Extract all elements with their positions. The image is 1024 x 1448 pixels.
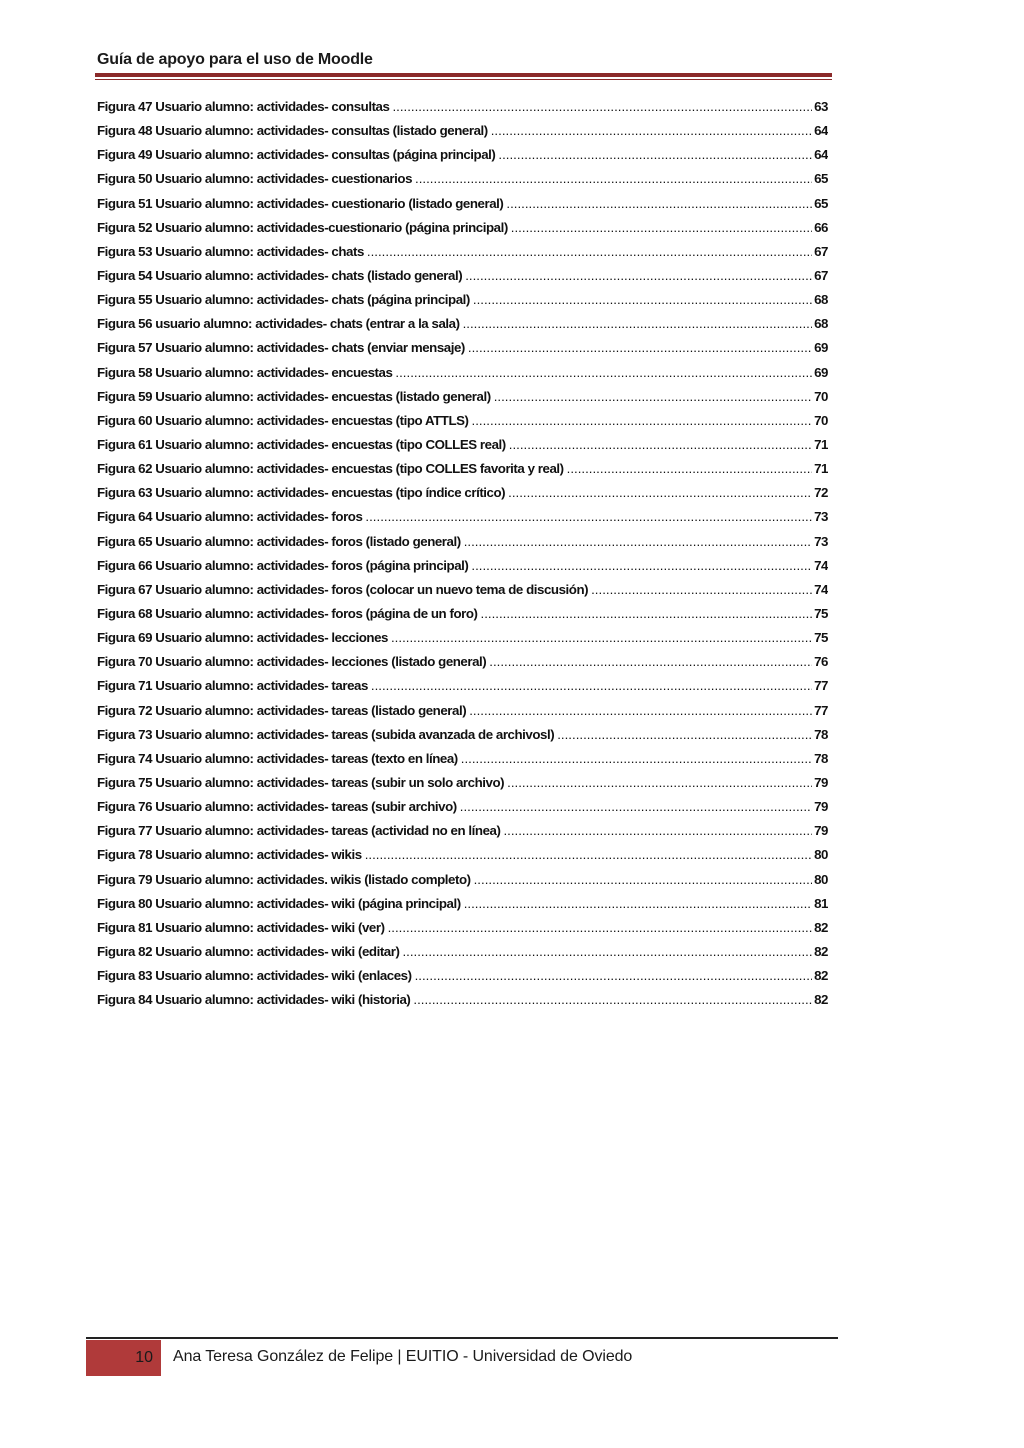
toc-entry-label: Figura 82 Usuario alumno: actividades- wiki (editar) xyxy=(97,943,400,959)
toc-entry[interactable] xyxy=(97,823,828,847)
footer-author-text: Ana Teresa González de Felipe | EUITIO - Universidad de Oviedo xyxy=(173,1348,633,1365)
toc-entry[interactable] xyxy=(97,413,828,437)
toc-entry[interactable] xyxy=(97,558,828,582)
toc-entry-page: 82 xyxy=(814,992,828,1008)
toc-entry-page: 82 xyxy=(814,968,828,984)
toc-dot-leader xyxy=(460,799,812,814)
toc-entry-label: Figura 72 Usuario alumno: actividades- tareas (listado general) xyxy=(97,702,467,718)
toc-dot-leader xyxy=(392,99,812,114)
toc-entry-label: Figura 47 Usuario alumno: actividades- consultas xyxy=(97,99,390,114)
toc-entry-page: 70 xyxy=(814,412,828,428)
toc-dot-leader xyxy=(491,123,812,138)
toc-entry-label: Figura 48 Usuario alumno: actividades- consultas (listado general) xyxy=(97,123,488,139)
toc-dot-leader xyxy=(464,534,812,549)
toc-entry[interactable] xyxy=(97,268,828,292)
toc-entry-label: Figura 83 Usuario alumno: actividades- wiki (enlaces) xyxy=(97,968,412,984)
toc-entry[interactable] xyxy=(97,751,828,775)
toc-entry[interactable] xyxy=(97,896,828,920)
toc-entry-label: Figura 80 Usuario alumno: actividades- wiki (página principal) xyxy=(97,895,461,911)
toc-entry-page: 64 xyxy=(814,147,828,163)
toc-dot-leader xyxy=(469,703,812,718)
toc-dot-leader xyxy=(395,365,812,380)
toc-entry-page: 69 xyxy=(814,340,828,356)
toc-dot-leader xyxy=(498,147,812,162)
toc-entry-label: Figura 63 Usuario alumno: actividades- encuestas (tipo índice crítico) xyxy=(97,485,506,501)
toc-entry-page: 73 xyxy=(814,509,828,525)
toc-entry-label: Figura 51 Usuario alumno: actividades- cuestionario (listado general) xyxy=(97,195,504,211)
page-number: 10 xyxy=(135,1349,153,1366)
toc-dot-leader xyxy=(471,558,812,573)
toc-dot-leader xyxy=(365,847,812,862)
toc-entry-page: 80 xyxy=(814,871,828,887)
toc-dot-leader xyxy=(463,316,813,331)
toc-dot-leader xyxy=(371,678,812,693)
toc-dot-leader xyxy=(503,823,812,838)
toc-entry-page: 81 xyxy=(814,895,828,911)
table-of-figures xyxy=(97,99,828,1016)
toc-entry[interactable] xyxy=(97,220,828,244)
toc-entry-page: 75 xyxy=(814,630,828,646)
toc-dot-leader xyxy=(507,775,812,790)
toc-entry-label: Figura 84 Usuario alumno: actividades- wiki (historia) xyxy=(97,992,411,1008)
toc-entry-label: Figura 76 Usuario alumno: actividades- tareas (subir archivo) xyxy=(97,799,457,815)
toc-entry[interactable] xyxy=(97,992,828,1016)
toc-dot-leader xyxy=(388,920,813,935)
toc-entry-page: 68 xyxy=(814,316,828,332)
toc-entry-label: Figura 52 Usuario alumno: actividades-cuestionario (página principal) xyxy=(97,219,508,235)
toc-entry[interactable] xyxy=(97,123,828,147)
toc-entry[interactable] xyxy=(97,582,828,606)
toc-entry[interactable] xyxy=(97,872,828,896)
toc-dot-leader xyxy=(468,340,812,355)
toc-entry[interactable] xyxy=(97,606,828,630)
toc-entry[interactable] xyxy=(97,847,828,871)
toc-entry[interactable] xyxy=(97,920,828,944)
toc-entry-label: Figura 55 Usuario alumno: actividades- chats (página principal) xyxy=(97,292,470,308)
toc-entry-page: 67 xyxy=(814,267,828,283)
toc-entry-page: 78 xyxy=(814,750,828,766)
toc-entry-page: 66 xyxy=(814,219,828,235)
toc-entry-page: 74 xyxy=(814,581,828,597)
toc-entry-label: Figura 58 Usuario alumno: actividades- encuestas xyxy=(97,364,393,380)
toc-dot-leader xyxy=(508,485,812,500)
toc-dot-leader xyxy=(365,509,812,524)
toc-entry-page: 63 xyxy=(814,99,828,114)
toc-entry-label: Figura 62 Usuario alumno: actividades- encuestas (tipo COLLES favorita y real) xyxy=(97,461,564,477)
toc-entry-page: 76 xyxy=(814,654,828,670)
toc-entry-page: 78 xyxy=(814,726,828,742)
toc-dot-leader xyxy=(511,220,812,235)
toc-dot-leader xyxy=(557,727,812,742)
header-divider-thick xyxy=(95,73,832,77)
toc-dot-leader xyxy=(415,171,812,186)
toc-dot-leader xyxy=(402,944,812,959)
toc-entry[interactable] xyxy=(97,509,828,533)
toc-entry-page: 65 xyxy=(814,195,828,211)
toc-dot-leader xyxy=(473,292,812,307)
toc-dot-leader xyxy=(413,992,812,1007)
footer-divider xyxy=(86,1337,838,1339)
toc-entry[interactable] xyxy=(97,316,828,340)
header-divider-thin xyxy=(95,79,832,80)
toc-dot-leader xyxy=(506,196,812,211)
toc-entry-page: 79 xyxy=(814,799,828,815)
toc-dot-leader xyxy=(415,968,813,983)
toc-entry-page: 82 xyxy=(814,919,828,935)
toc-entry[interactable] xyxy=(97,654,828,678)
toc-entry[interactable] xyxy=(97,292,828,316)
toc-dot-leader xyxy=(461,751,812,766)
toc-entry-label: Figura 77 Usuario alumno: actividades- tareas (actividad no en línea) xyxy=(97,823,501,839)
toc-entry[interactable] xyxy=(97,534,828,558)
toc-entry-label: Figura 68 Usuario alumno: actividades- foros (página de un foro) xyxy=(97,605,478,621)
toc-entry-label: Figura 69 Usuario alumno: actividades- lecciones xyxy=(97,630,388,646)
toc-dot-leader xyxy=(509,437,812,452)
toc-entry[interactable] xyxy=(97,340,828,364)
toc-dot-leader xyxy=(391,630,812,645)
toc-entry-label: Figura 56 usuario alumno: actividades- chats (entrar a la sala) xyxy=(97,316,460,332)
toc-entry[interactable] xyxy=(97,799,828,823)
toc-dot-leader xyxy=(367,244,812,259)
toc-entry-page: 77 xyxy=(814,702,828,718)
toc-entry[interactable] xyxy=(97,944,828,968)
toc-entry-label: Figura 59 Usuario alumno: actividades- encuestas (listado general) xyxy=(97,388,491,404)
toc-entry[interactable] xyxy=(97,99,828,123)
document-title: Guía de apoyo para el uso de Moodle xyxy=(97,51,373,68)
toc-entry-page: 67 xyxy=(814,243,828,259)
toc-entry[interactable] xyxy=(97,727,828,751)
toc-entry[interactable] xyxy=(97,678,828,702)
toc-entry-page: 68 xyxy=(814,292,828,308)
toc-entry[interactable] xyxy=(97,703,828,727)
toc-entry-label: Figura 67 Usuario alumno: actividades- foros (colocar un nuevo tema de discusión) xyxy=(97,581,589,597)
toc-entry-page: 79 xyxy=(814,774,828,790)
toc-entry-label: Figura 60 Usuario alumno: actividades- encuestas (tipo ATTLS) xyxy=(97,412,469,428)
toc-entry-label: Figura 78 Usuario alumno: actividades- wikis xyxy=(97,847,362,863)
toc-dot-leader xyxy=(494,389,812,404)
toc-dot-leader xyxy=(474,872,813,887)
toc-entry-page: 69 xyxy=(814,364,828,380)
footer-page-box xyxy=(86,1340,161,1376)
toc-entry-label: Figura 54 Usuario alumno: actividades- chats (listado general) xyxy=(97,267,463,283)
toc-entry-label: Figura 49 Usuario alumno: actividades- consultas (página principal) xyxy=(97,147,496,163)
toc-entry-label: Figura 74 Usuario alumno: actividades- tareas (texto en línea) xyxy=(97,750,458,766)
toc-entry-label: Figura 79 Usuario alumno: actividades. wikis (listado completo) xyxy=(97,871,471,887)
toc-entry-page: 80 xyxy=(814,847,828,863)
toc-entry[interactable] xyxy=(97,244,828,268)
toc-entry[interactable] xyxy=(97,437,828,461)
toc-dot-leader xyxy=(464,896,812,911)
toc-entry[interactable] xyxy=(97,485,828,509)
toc-entry-label: Figura 70 Usuario alumno: actividades- lecciones (listado general) xyxy=(97,654,487,670)
toc-dot-leader xyxy=(567,461,812,476)
toc-entry-label: Figura 66 Usuario alumno: actividades- foros (página principal) xyxy=(97,557,469,573)
toc-entry-page: 74 xyxy=(814,557,828,573)
toc-entry[interactable] xyxy=(97,461,828,485)
toc-entry-label: Figura 71 Usuario alumno: actividades- tareas xyxy=(97,678,368,694)
toc-dot-leader xyxy=(481,606,813,621)
toc-entry[interactable] xyxy=(97,630,828,654)
toc-entry-label: Figura 65 Usuario alumno: actividades- foros (listado general) xyxy=(97,533,461,549)
toc-entry-page: 71 xyxy=(814,461,828,477)
toc-dot-leader xyxy=(472,413,813,428)
toc-entry[interactable] xyxy=(97,968,828,992)
toc-entry-page: 65 xyxy=(814,171,828,187)
toc-entry-label: Figura 73 Usuario alumno: actividades- tareas (subida avanzada de archivosl) xyxy=(97,726,555,742)
toc-dot-leader xyxy=(465,268,812,283)
toc-entry-label: Figura 61 Usuario alumno: actividades- encuestas (tipo COLLES real) xyxy=(97,436,506,452)
toc-entry-label: Figura 53 Usuario alumno: actividades- chats xyxy=(97,243,364,259)
toc-entry-label: Figura 50 Usuario alumno: actividades- cuestionarios xyxy=(97,171,413,187)
toc-entry-page: 77 xyxy=(814,678,828,694)
toc-entry-label: Figura 57 Usuario alumno: actividades- chats (enviar mensaje) xyxy=(97,340,465,356)
toc-entry-label: Figura 75 Usuario alumno: actividades- tareas (subir un solo archivo) xyxy=(97,774,505,790)
toc-entry[interactable] xyxy=(97,171,828,195)
toc-dot-leader xyxy=(591,582,812,597)
toc-entry-page: 72 xyxy=(814,485,828,501)
toc-entry[interactable] xyxy=(97,196,828,220)
toc-entry-label: Figura 81 Usuario alumno: actividades- wiki (ver) xyxy=(97,919,385,935)
toc-entry-page: 75 xyxy=(814,605,828,621)
toc-entry[interactable] xyxy=(97,365,828,389)
toc-entry-page: 70 xyxy=(814,388,828,404)
toc-dot-leader xyxy=(489,654,812,669)
toc-entry[interactable] xyxy=(97,147,828,171)
toc-entry-page: 73 xyxy=(814,533,828,549)
toc-entry-page: 82 xyxy=(814,943,828,959)
toc-entry[interactable] xyxy=(97,775,828,799)
toc-entry-page: 71 xyxy=(814,436,828,452)
toc-entry-page: 79 xyxy=(814,823,828,839)
toc-entry[interactable] xyxy=(97,389,828,413)
toc-entry-label: Figura 64 Usuario alumno: actividades- foros xyxy=(97,509,363,525)
toc-entry-page: 64 xyxy=(814,123,828,139)
